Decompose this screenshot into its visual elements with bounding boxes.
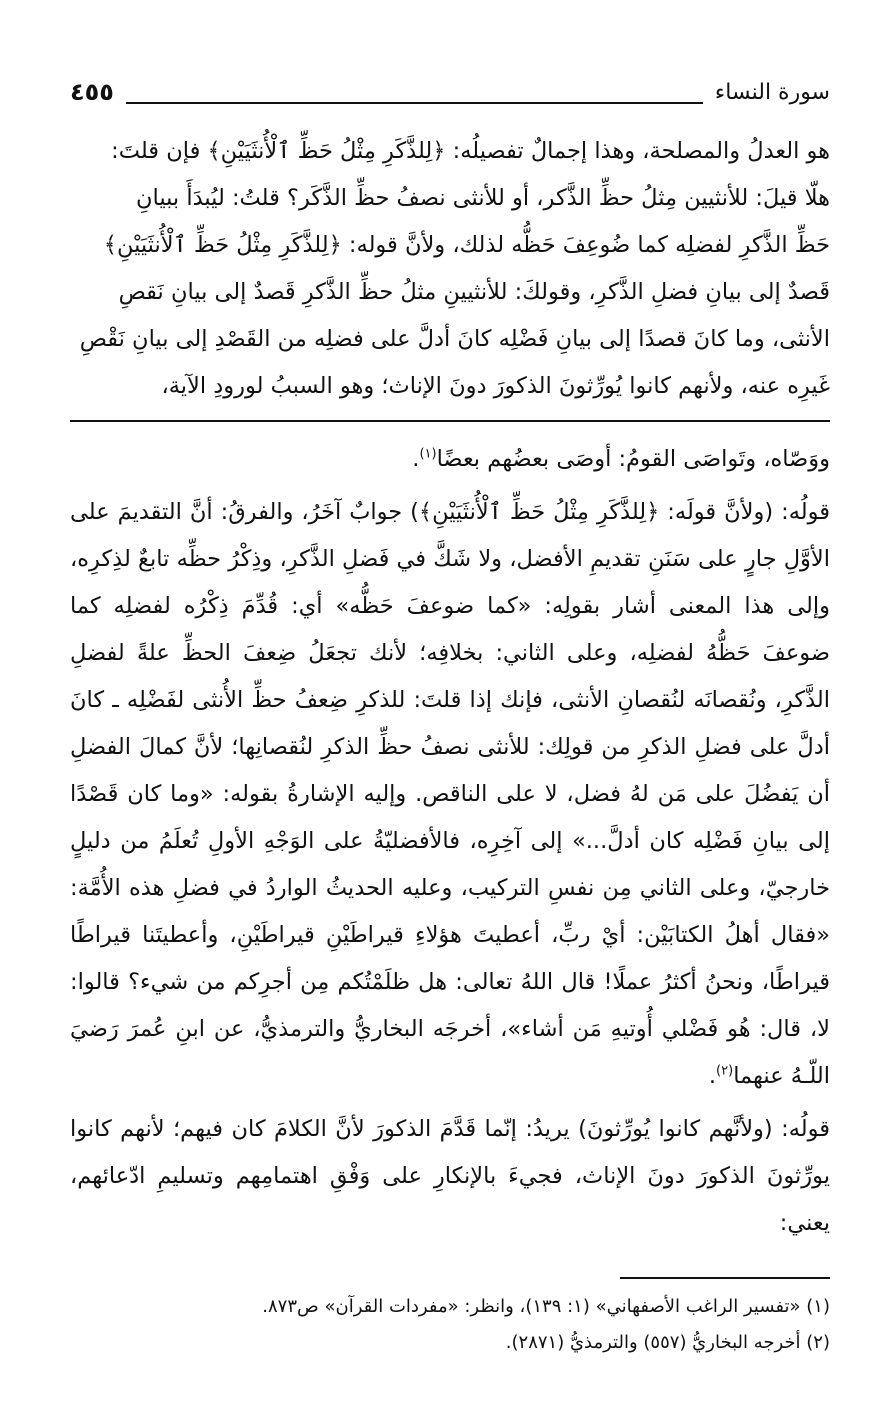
footnote-ref: (١)	[419, 446, 437, 462]
main-text-line: الأنثى، وما كانَ قصدًا إلى بيانِ فَضْلِه كانَ أدلَّ على فضلِه من القَصْدِ إلى بيانِ نَقْصِ	[79, 326, 830, 352]
running-header	[70, 70, 830, 114]
footnote: (٢) أخرجه البخاريُّ (٥٥٧) والترمذيُّ (٢٨٧١).	[505, 1331, 830, 1353]
main-text	[70, 128, 830, 410]
surah-title: سورة النساء	[714, 79, 830, 105]
paragraph-text: ووَصّاه، وتَواصَى القومُ: أوصَى بعضُهم بعضًا	[436, 446, 830, 472]
header-rule	[126, 102, 703, 104]
commentary-paragraph	[70, 1106, 830, 1247]
main-text-line: هلّا قيلَ: للأنثيين مِثلُ حظِّ الذَّكر، أو للأنثى نصفُ حظِّ الذَّكَر؟ قلتُ: ليُبدَأَ ببيانِ	[135, 185, 830, 211]
footnote-ref: (٢)	[716, 1063, 734, 1079]
commentary-paragraph: ووَصّاه، وتَواصَى القومُ: أوصَى بعضُهم بعضًا$^{(١)}$.	[412, 446, 830, 472]
footnotes	[70, 1289, 830, 1361]
footnote: (١) «تفسير الراغب الأصفهاني» (١: ١٣٩)، وانظر: «مفردات القرآن» ص٨٧٣.	[262, 1295, 830, 1317]
main-text-line: غَيرِه عنه، ولأنهم كانوا يُورِّثونَ الذكورَ دونَ الإناث؛ وهو السببُ لورودِ الآية،	[161, 373, 830, 399]
main-text-line: قَصدٌ إلى بيانِ فضلِ الذَّكرِ، وقولكَ: للأنثيينِ مثلُ حظِّ الذَّكرِ قَصدٌ إلى بيانِ نَقصِ	[118, 279, 830, 305]
commentary-paragraph: قولُه: (ولأنَّ قولَه: ﴿لِلذَّكَرِ مِثْلُ حَظِّ ٱلْأُنثَيَيْنِ﴾) جوابٌ آخَرُ، والفرقُ: أنَّ التقديمَ على الأوَّلِ جارٍ على سَنَنِ تقديمِ الأفضل، ولا شَكَّ في فَضلِ الذَّكرِ، وذِكْرُ حظِّه تابعٌ لذِكرِه، وإلى هذا المعنى أشار بقولِه: «كما ضوعفَ حَظُّه» أي: قُدِّمَ ذِكْرُه لفضلِه كما ضوعفَ حَظُّهُ لفضلِه، وعلى الثاني: بخلافِه؛ لأنك تجعَلُ ضِعفَ الحظِّ علةً لفضلِ الذَّكرِ، ونُقصانَه لنُقصانِ الأنثى، فإنك إذا قلتَ: للذكرِ ضِعفُ حظِّ الأُنثى لفَضْلِه ـ كانَ أدلَّ على فضلِ الذكرِ من قولِك: للأنثى نصفُ حظِّ الذكرِ لنُقصانِها؛ لأنَّ كمالَ الفضلِ أن يَفضُلَ على مَن لهُ فضل، لا على الناقص. وإليه الإشارةُ بقوله: «وما كان قَصْدًا إلى بيانِ فَضْلِه كان أدلَّ...» إلى آخِرِه، فالأفضليّةُ على الوَجْهِ الأولِ تُعلَمُ من دليلٍ خارجيّ، وعلى الثاني مِن نفسِ التركيب، وعليه الحديثُ الواردُ في فضلِ هذه الأُمَّة: «فقال أهلُ الكتابَيْن: أيْ ربِّ، أعطيتَ هؤلاءِ قيراطَيْنِ قيراطَيْنِ، وأعطيتَنا قيراطًا قيراطًا، ونحنُ أكثرُ عملًا! قال اللهُ تعالى: هل ظلَمْتُكم مِن أجرِكم من شيء؟ قالوا: لا، قال: هُو فَضْلي أُوتيهِ مَن أشاء»، أخرجَه البخاريُّ والترمذيُّ، عن ابنِ عُمرَ رَضيَ اللّـهُ عنهما$^{(٢)}$.	[70, 499, 830, 1089]
paragraph-text: قولُه: (ولأنَّهم كانوا يُورِّثونَ) يريدُ: إنّما قَدَّمَ الذكورَ لأنَّ الكلامَ كان فيهم؛ لأنهم كانوا يورِّثونَ الذكورَ دونَ الإناث، فجيءَ بالإنكارِ على وَفْقِ اهتمامِهم وتسليمِ ادّعائهم، يعني:	[70, 1116, 830, 1236]
book-page	[70, 70, 830, 1361]
page-number: ٤٥٥	[70, 78, 114, 106]
text-divider	[70, 420, 830, 422]
main-text-line: حَظِّ الذَّكرِ لفضلِه كما ضُوعِفَ حَظُّه لذلك، ولأنَّ قوله: ﴿لِلذَّكَرِ مِثْلُ حَظِّ ٱلْأُنثَيَيْنِ﴾	[103, 232, 830, 258]
commentary-text	[70, 436, 830, 1247]
footnote-rule	[620, 1277, 830, 1279]
paragraph-text: قولُه: (ولأنَّ قولَه: ﴿لِلذَّكَرِ مِثْلُ حَظِّ ٱلْأُنثَيَيْنِ﴾) جوابٌ آخَرُ، والفرقُ: أنَّ التقديمَ على الأوَّلِ جارٍ على سَنَنِ تقديمِ الأفضل، ولا شَكَّ في فَضلِ الذَّكرِ، وذِكْرُ حظِّه تابعٌ لذِكرِه، وإلى هذا المعنى أشار بقولِه: «كما ضوعفَ حَظُّه» أي: قُدِّمَ ذِكْرُه لفضلِه كما ضوعفَ حَظُّهُ لفضلِه، وعلى الثاني: بخلافِه؛ لأنك تجعَلُ ضِعفَ الحظِّ علةً لفضلِ الذَّكرِ، ونُقصانَه لنُقصانِ الأنثى، فإنك إذا قلتَ: للذكرِ ضِعفُ حظِّ الأُنثى لفَضْلِه ـ كانَ أدلَّ على فضلِ الذكرِ من قولِك: للأنثى نصفُ حظِّ الذكرِ لنُقصانِها؛ لأنَّ كمالَ الفضلِ أن يَفضُلَ على مَن لهُ فضل، لا على الناقص. وإليه الإشارةُ بقوله: «وما كان قَصْدًا إلى بيانِ فَضْلِه كان أدلَّ...» إلى آخِرِه، فالأفضليّةُ على الوَجْهِ الأولِ تُعلَمُ من دليلٍ خارجيّ، وعلى الثاني مِن نفسِ التركيب، وعليه الحديثُ الواردُ في فضلِ هذه الأُمَّة: «فقال أهلُ الكتابَيْن: أيْ ربِّ، أعطيتَ هؤلاءِ قيراطَيْنِ قيراطَيْنِ، وأعطيتَنا قيراطًا قيراطًا، ونحنُ أكثرُ عملًا! قال اللهُ تعالى: هل ظلَمْتُكم مِن أجرِكم من شيء؟ قالوا: لا، قال: هُو فَضْلي أُوتيهِ مَن أشاء»، أخرجَه البخاريُّ والترمذيُّ، عن ابنِ عُمرَ رَضيَ اللّـهُ عنهما	[70, 499, 830, 1089]
main-text-line: هو العدلُ والمصلحة، وهذا إجمالٌ تفصيلُه: ﴿لِلذَّكَرِ مِثْلُ حَظِّ ٱلْأُنثَيَيْنِ﴾ فإن قلتَ:	[111, 138, 830, 164]
